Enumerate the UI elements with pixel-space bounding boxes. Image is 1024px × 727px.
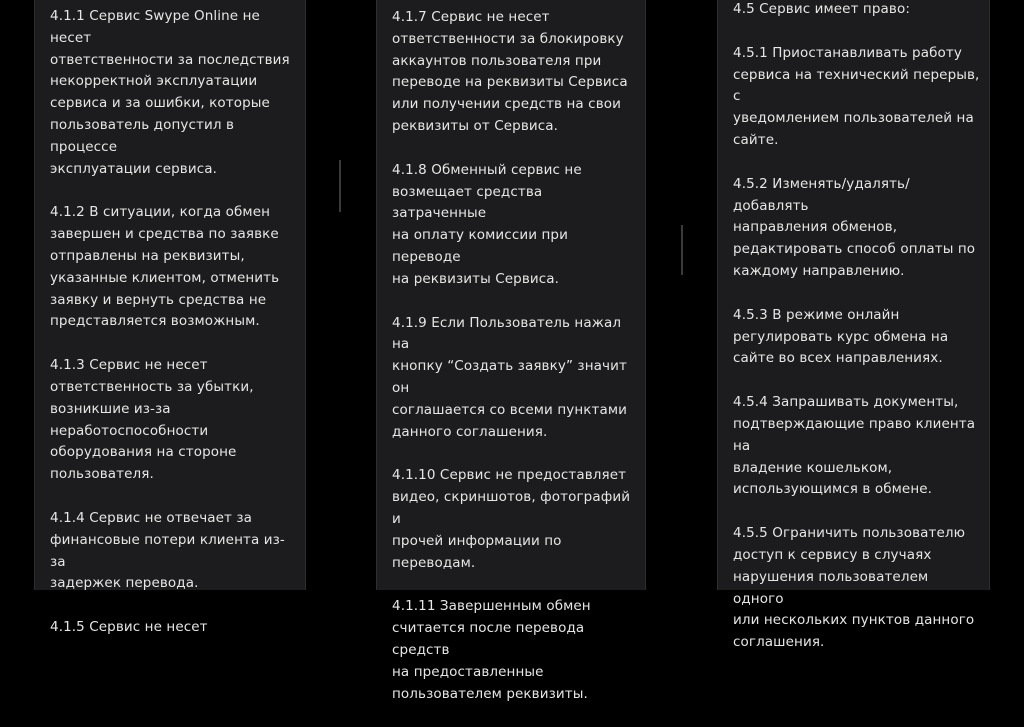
terms-column-2 (376, 0, 646, 702)
clause-4-1-9: 4.1.9 Если Пользователь нажал на кнопку “Создать заявку” значит он соглашается со всеми пунктами данного соглашения. (392, 314, 628, 440)
terms-column-1-content (50, 6, 297, 661)
terms-column-3-content (733, 0, 981, 676)
column-divider (681, 225, 683, 275)
clause-4-5-5: 4.5.5 Ограничить пользователю доступ к сервису в случаях нарушения пользователем одного или нескольких пунктов данного соглашения. (733, 525, 975, 651)
clause-4-1-7: 4.1.7 Сервис не несет ответственности за блокировку аккаунтов пользователя при переводе на реквизиты Сервиса или получении средств на свои реквизиты от Сервиса. (392, 9, 628, 134)
terms-column-3 (717, 0, 990, 651)
clause-4-1-1: 4.1.1 Сервис Swype Online не несет ответственности за последствия некорректной эксплуатации сервиса и за ошибки, которые пользователь допустил в процессе эксплуатации сервиса. (50, 8, 290, 177)
clause-4-1-2: 4.1.2 В ситуации, когда обмен завершен и средства по заявке отправлены на реквизиты, указанные клиентом, отменить заявку и вернуть средства не представляется возможным. (50, 204, 280, 330)
clause-4-1-10: 4.1.10 Сервис не предоставляет видео, скриншотов, фотографий и прочей информации по переводам. (392, 467, 631, 571)
clause-4-5-1: 4.5.1 Приостанавливать работу сервиса на технический перерыв, с уведомлением пользователей на сайте. (733, 44, 980, 148)
clause-4-1-5: 4.1.5 Сервис не несет (50, 619, 208, 636)
clause-4-5-4: 4.5.4 Запрашивать документы, подтверждающие право клиента на владение кошельком, использующимся в обмене. (733, 394, 976, 498)
clause-4-1-3: 4.1.3 Сервис не несет ответственность за убытки, возникшие из-за неработоспособности оборудования на стороне пользователя. (50, 357, 254, 483)
terms-column-1 (34, 0, 306, 636)
column-divider (339, 160, 341, 212)
clause-4-5-heading: 4.5 Сервис имеет право: (733, 1, 910, 17)
clause-4-5-3: 4.5.3 В режиме онлайн регулировать курс обмена на сайте во всех направлениях. (733, 306, 949, 367)
clause-4-1-11: 4.1.11 Завершенным обмен считается после перевода средств на предоставленные пользователем реквизиты. (392, 598, 591, 702)
clause-4-5-2: 4.5.2 Изменять/удалять/добавлять направления обменов, редактировать способ оплаты по каждому направлению. (733, 175, 976, 279)
clause-4-1-8: 4.1.8 Обменный сервис не возмещает средства затраченные на оплату комиссии при переводе на реквизиты Сервиса. (392, 161, 582, 287)
clause-4-1-4: 4.1.4 Сервис не отвечает за финансовые потери клиента из-за задержек перевода. (50, 509, 285, 592)
terms-column-2-content (392, 7, 637, 727)
